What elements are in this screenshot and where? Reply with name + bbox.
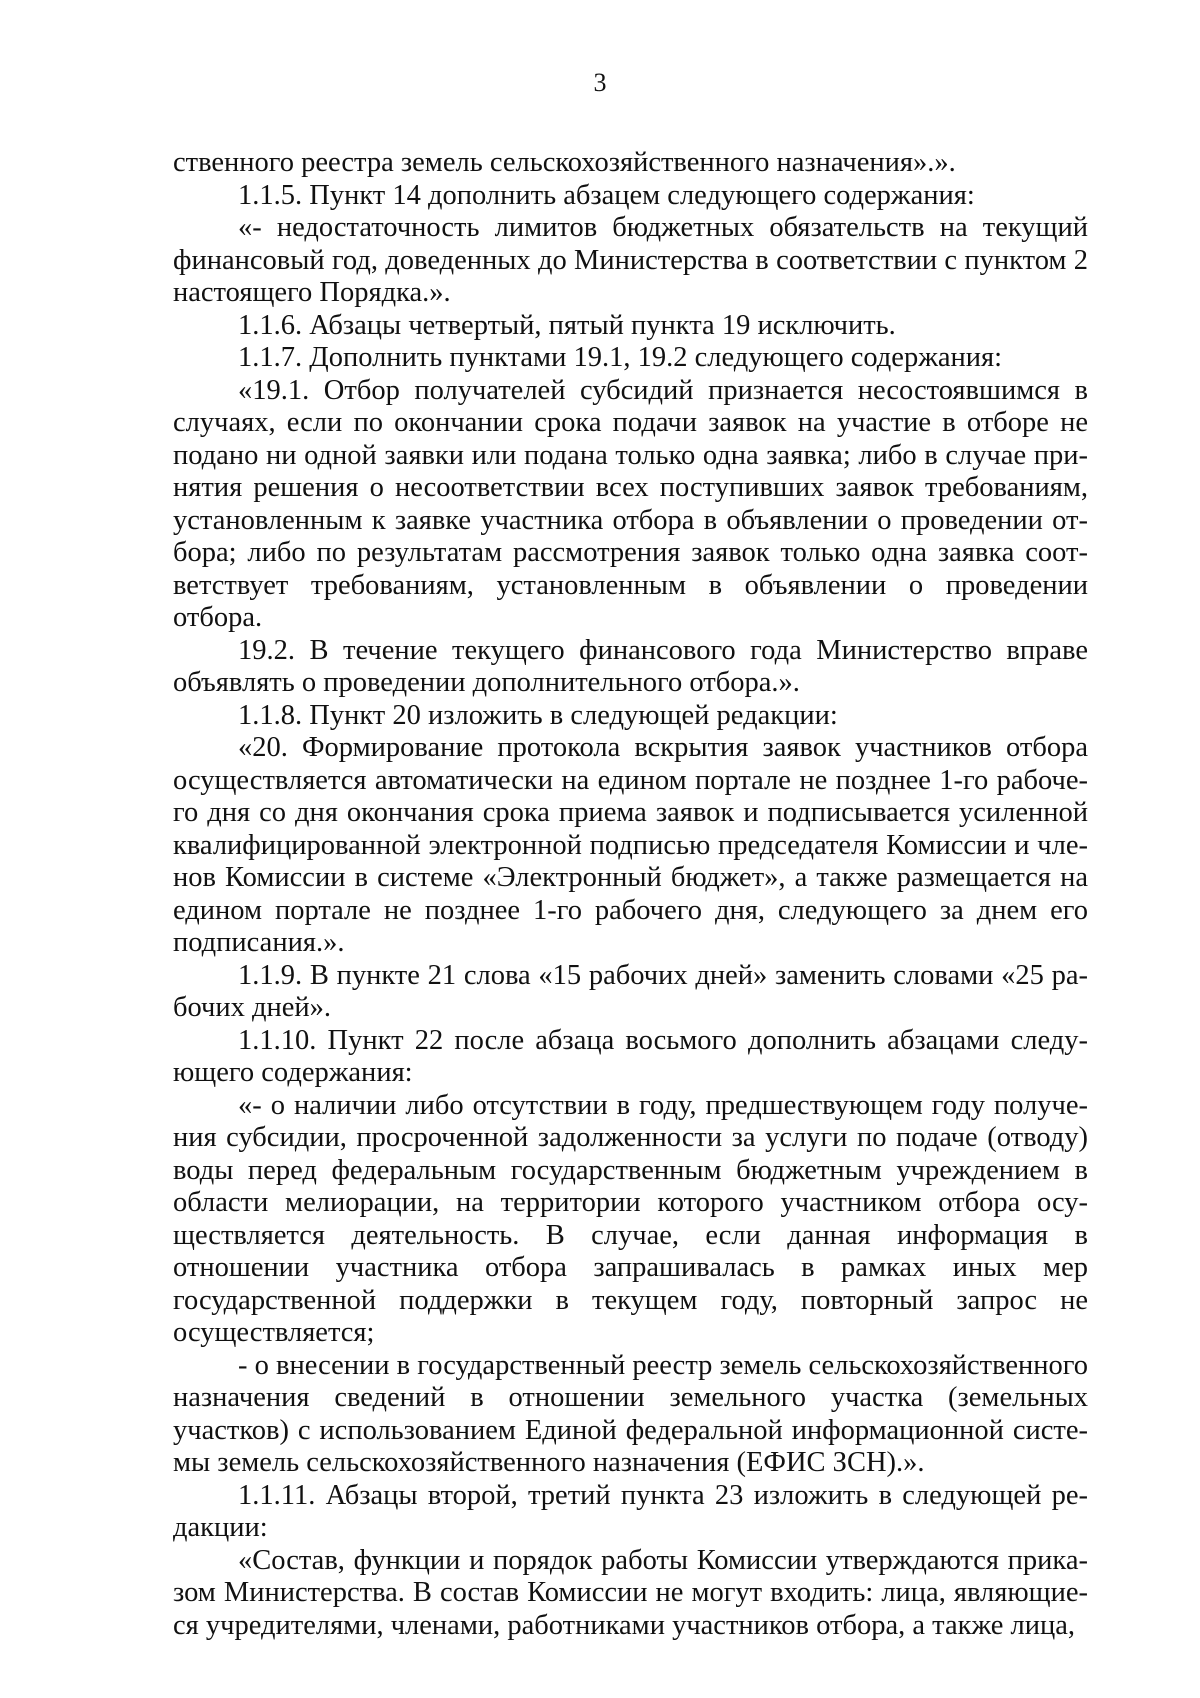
paragraph-1-1-6: 1.1.6. Абзацы четвертый, пятый пункта 19 исключить. (238, 309, 896, 341)
paragraph-quote-registry: - о внесении в государственный реестр земель сельскохозяйственного назначения сведений в отношении земельного участка (земельных участков) с использованием Единой федеральной информационной системы земель сельскохозяйственного назначения (ЕФИС ЗСН).». (173, 1349, 1088, 1478)
paragraph-1-1-9: 1.1.9. В пункте 21 слова «15 рабочих дней» заменить словами «25 рабочих дней». (173, 959, 1088, 1023)
page-number: 3 (593, 68, 607, 97)
paragraph-1-1-10: 1.1.10. Пункт 22 после абзаца восьмого дополнить абзацами следующего содержания: (173, 1024, 1088, 1088)
paragraph-1-1-8: 1.1.8. Пункт 20 изложить в следующей редакции: (238, 699, 838, 731)
paragraph-1-1-5: 1.1.5. Пункт 14 дополнить абзацем следующего содержания: (238, 179, 975, 211)
paragraph-quote-commission: «Состав, функции и порядок работы Комиссии утверждаются приказом Министерства. В состав Комиссии не могут входить: лица, являющиеся учредителями, членами, работниками участников отбора, а также лица, (173, 1544, 1088, 1641)
paragraph-20: «20. Формирование протокола вскрытия заявок участников отбора осуществляется автоматически на едином портале не позднее 1-го рабочего дня со дня окончания срока приема заявок и подписывается усиленной квалифицированной электронной подписью председателя Комиссии и членов Комиссии в системе «Электронный бюджет», а также размещается на едином портале не позднее 1-го рабочего дня, следующего за днем его подписания.». (173, 732, 1088, 958)
paragraph-1-1-7: 1.1.7. Дополнить пунктами 19.1, 19.2 следующего содержания: (238, 342, 1003, 373)
paragraph-19-2: 19.2. В течение текущего финансового года Министерство вправе объявлять о проведении дополнительного отбора.». (173, 634, 1088, 698)
document-body (173, 147, 1088, 1642)
paragraph-1-1-11: 1.1.11. Абзацы второй, третий пункта 23 изложить в следующей редакции: (173, 1479, 1088, 1543)
paragraph-quote-debt: «- о наличии либо отсутствии в году, предшествующем году получения субсидии, просроченной задолженности за услуги по подаче (отводу) воды перед федеральным государственным бюджетным учреждением в области мелиорации, на территории которого участником отбора осуществляется деятельность. В случае, если данная информация в отношении участника отбора запрашивалась в рамках иных мер государственной поддержки в текущем году, повторный запрос не осуществляется; (173, 1089, 1088, 1348)
paragraph-19-1: «19.1. Отбор получателей субсидий признается несостоявшимся в случаях, если по окончании срока подачи заявок на участие в отборе не подано ни одной заявки или подана только одна заявка; либо в случае принятия решения о несоответствии всех поступивших заявок требованиям, установленным к заявке участника отбора в объявлении о проведении отбора; либо по результатам рассмотрения заявок только одна заявка соответствует требованиям, установленным в объявлении о проведении отбора. (173, 374, 1088, 633)
paragraph-continuation: ственного реестра земель сельскохозяйственного назначения».». (173, 147, 956, 178)
paragraph-quote-limits: «- недостаточность лимитов бюджетных обязательств на текущий финансовый год, доведенных до Министерства в соответствии с пунктом 2 настоящего Порядка.». (173, 212, 1088, 308)
